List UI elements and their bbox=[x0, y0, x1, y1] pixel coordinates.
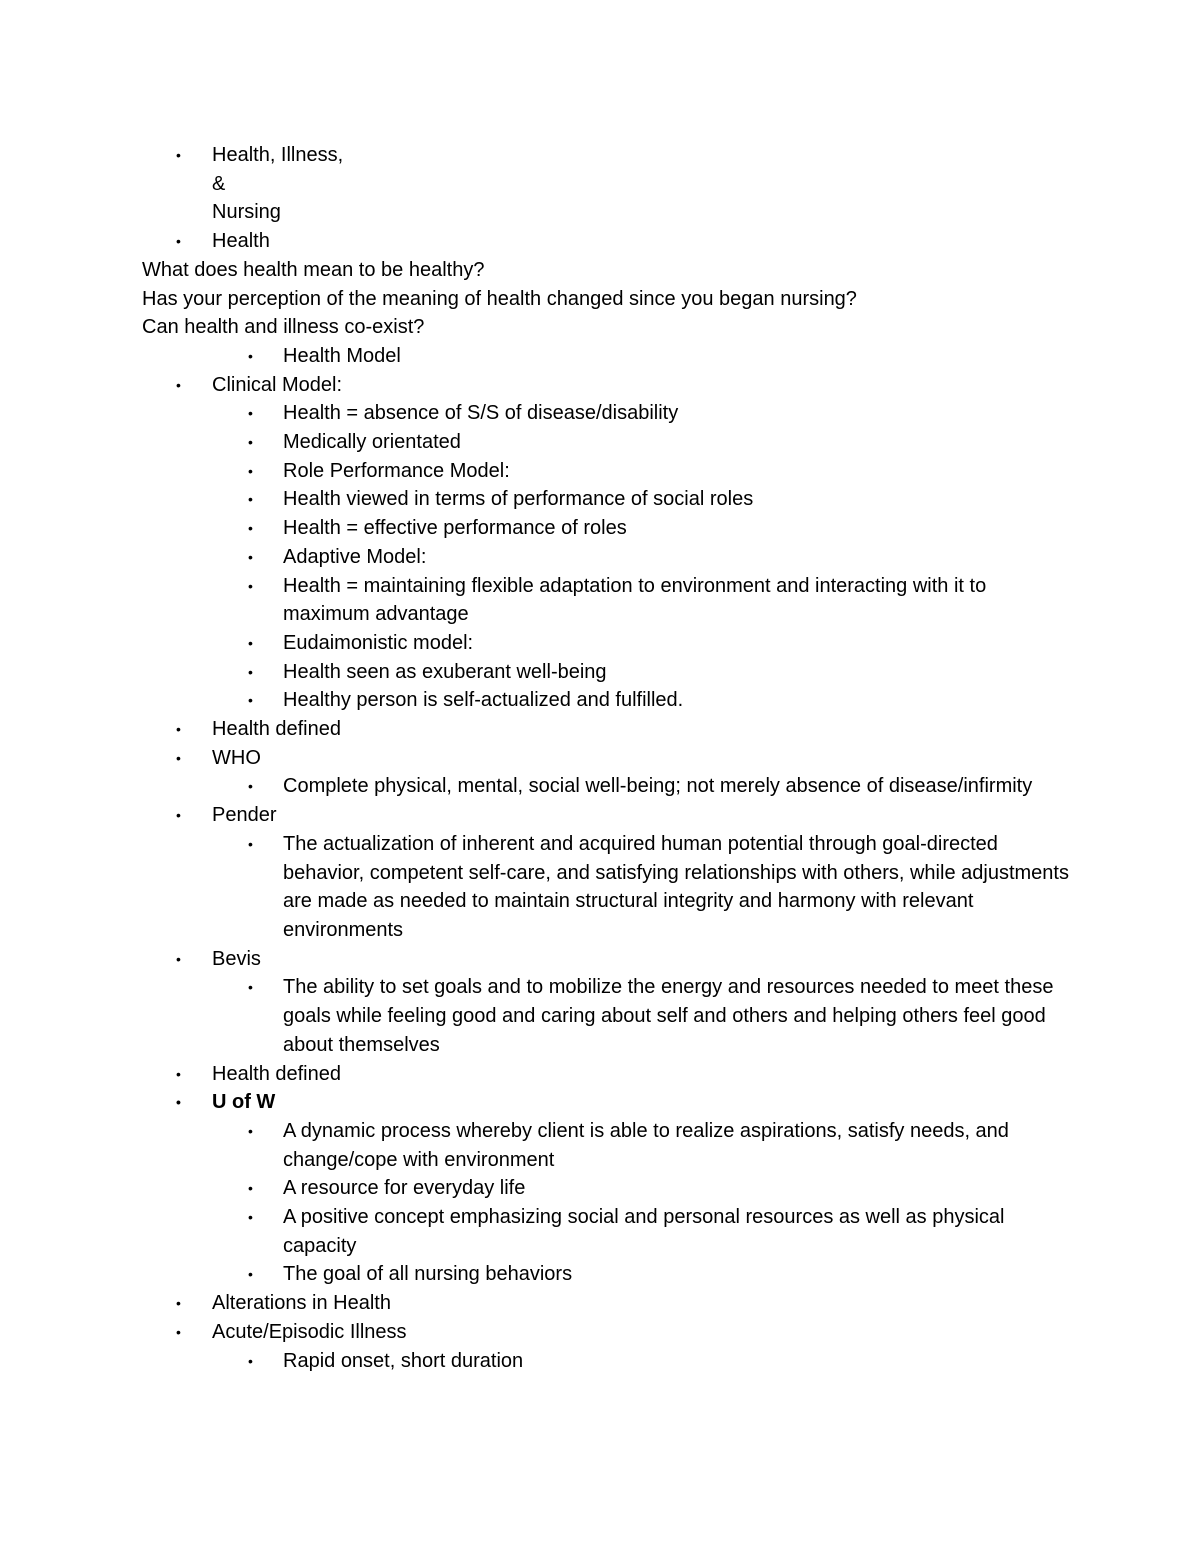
bullet-icon: • bbox=[248, 577, 253, 594]
line-text: Medically orientated bbox=[283, 431, 461, 454]
line-text: What does health mean to be healthy? bbox=[142, 258, 485, 281]
bullet-list-item bbox=[142, 1318, 1072, 1347]
bullet-list-item bbox=[142, 141, 1072, 170]
text-line bbox=[142, 256, 1072, 285]
bullet-list-item bbox=[142, 830, 1072, 945]
bullet-list-item bbox=[142, 629, 1072, 658]
bullet-list-item bbox=[142, 1174, 1072, 1203]
bullet-list-item bbox=[142, 457, 1072, 486]
bullet-list-item bbox=[142, 801, 1072, 830]
bullet-icon: • bbox=[248, 405, 253, 422]
line-text: Health, Illness, bbox=[212, 144, 344, 166]
line-text: Health viewed in terms of performance of social roles bbox=[283, 488, 754, 511]
bullet-icon: • bbox=[248, 663, 253, 680]
line-text: Bevis bbox=[212, 947, 261, 970]
line-text: Healthy person is self-actualized and fulfilled. bbox=[283, 689, 684, 712]
line-text: Complete physical, mental, social well-being; not merely absence of disease/infirmity bbox=[283, 775, 1033, 798]
line-text: The ability to set goals and to mobilize the energy and resources needed to meet these goals while feeling good and caring about self and others and helping others feel good about themselves bbox=[283, 976, 1054, 1056]
bullet-icon: • bbox=[176, 1065, 181, 1082]
line-text: Can health and illness co-exist? bbox=[142, 316, 425, 339]
bullet-list-item bbox=[142, 715, 1072, 744]
bullet-list-item bbox=[142, 514, 1072, 543]
bullet-icon: • bbox=[248, 1352, 253, 1369]
line-text: The actualization of inherent and acquired human potential through goal-directed behavior, competent self-care, and satisfying relationships with others, while adjustments are made as needed to maintain structural integrity and harmony with relevant environments bbox=[283, 832, 1069, 941]
line-text: Rapid onset, short duration bbox=[283, 1349, 524, 1372]
line-text: Adaptive Model: bbox=[283, 545, 427, 568]
line-text: Pender bbox=[212, 804, 277, 827]
bullet-icon: • bbox=[248, 634, 253, 651]
bullet-icon: • bbox=[248, 1266, 253, 1283]
bullet-icon: • bbox=[176, 1323, 181, 1340]
line-text: A resource for everyday life bbox=[283, 1177, 526, 1200]
bullet-list-item bbox=[142, 543, 1072, 572]
bullet-icon: • bbox=[248, 1122, 253, 1139]
line-text: Health bbox=[212, 230, 270, 253]
line-text: Has your perception of the meaning of health changed since you began nursing? bbox=[142, 287, 857, 310]
line-text: Health defined bbox=[212, 718, 341, 741]
bullet-list-item bbox=[142, 1117, 1072, 1174]
line-text: WHO bbox=[212, 746, 261, 769]
bullet-icon: • bbox=[176, 950, 181, 967]
bullet-list-item bbox=[142, 744, 1072, 773]
bullet-icon: • bbox=[248, 835, 253, 852]
bullet-list-item bbox=[142, 973, 1072, 1059]
bullet-icon: • bbox=[248, 548, 253, 565]
line-text: Health defined bbox=[212, 1062, 341, 1085]
text-line bbox=[142, 285, 1072, 314]
line-text: Nursing bbox=[212, 201, 281, 224]
bullet-list-item bbox=[142, 342, 1072, 371]
bullet-list-item bbox=[142, 1203, 1072, 1260]
bullet-list-item bbox=[142, 772, 1072, 801]
bullet-list-item bbox=[142, 658, 1072, 687]
bullet-icon: • bbox=[248, 462, 253, 479]
bullet-list-item bbox=[142, 428, 1072, 457]
bullet-icon: • bbox=[248, 491, 253, 508]
bullet-icon: • bbox=[248, 520, 253, 537]
bullet-icon: • bbox=[176, 721, 181, 738]
bullet-list-item bbox=[142, 1289, 1072, 1318]
line-text: Role Performance Model: bbox=[283, 459, 510, 482]
line-text: Eudaimonistic model: bbox=[283, 631, 474, 654]
bullet-list-item bbox=[142, 227, 1072, 256]
bullet-icon: • bbox=[176, 1094, 181, 1111]
bullet-icon: • bbox=[248, 434, 253, 451]
document-body bbox=[142, 141, 1072, 1375]
line-text: Health Model bbox=[283, 344, 401, 367]
bullet-icon: • bbox=[248, 692, 253, 709]
bullet-list-item bbox=[142, 399, 1072, 428]
bullet-icon: • bbox=[248, 778, 253, 795]
bullet-list-item bbox=[142, 686, 1072, 715]
bullet-icon: • bbox=[176, 147, 181, 163]
bullet-icon: • bbox=[248, 347, 253, 364]
text-line bbox=[142, 313, 1072, 342]
bullet-icon: • bbox=[176, 807, 181, 824]
text-line bbox=[142, 170, 1072, 199]
bullet-icon: • bbox=[176, 749, 181, 766]
bullet-list-item bbox=[142, 1347, 1072, 1376]
line-text: The goal of all nursing behaviors bbox=[283, 1263, 573, 1286]
bullet-icon: • bbox=[248, 1209, 253, 1226]
line-text: & bbox=[212, 172, 226, 195]
line-text: Health seen as exuberant well-being bbox=[283, 660, 607, 683]
bullet-list-item bbox=[142, 485, 1072, 514]
bullet-icon: • bbox=[176, 233, 181, 250]
line-text: Health = effective performance of roles bbox=[283, 517, 627, 540]
bullet-icon: • bbox=[248, 1180, 253, 1197]
line-text: Alterations in Health bbox=[212, 1292, 391, 1315]
line-text: Acute/Episodic Illness bbox=[212, 1320, 407, 1343]
bullet-icon: • bbox=[176, 1295, 181, 1312]
bullet-list-item bbox=[142, 1088, 1072, 1117]
line-text: Clinical Model: bbox=[212, 373, 343, 396]
bullet-list-item bbox=[142, 371, 1072, 400]
bullet-list-item bbox=[142, 572, 1072, 629]
bullet-list-item bbox=[142, 945, 1072, 974]
line-text: U of W bbox=[212, 1091, 276, 1114]
bullet-list-item bbox=[142, 1060, 1072, 1089]
bullet-icon: • bbox=[248, 979, 253, 996]
bullet-icon: • bbox=[176, 376, 181, 393]
line-text: A positive concept emphasizing social and personal resources as well as physical capacity bbox=[283, 1206, 1005, 1257]
bullet-list-item bbox=[142, 1260, 1072, 1289]
text-line bbox=[142, 198, 1072, 227]
line-text: Health = absence of S/S of disease/disability bbox=[283, 402, 679, 425]
line-text: A dynamic process whereby client is able to realize aspirations, satisfy needs, and change/cope with environment bbox=[283, 1119, 1009, 1171]
line-text: Health = maintaining flexible adaptation to environment and interacting with it to maximum advantage bbox=[283, 574, 987, 626]
